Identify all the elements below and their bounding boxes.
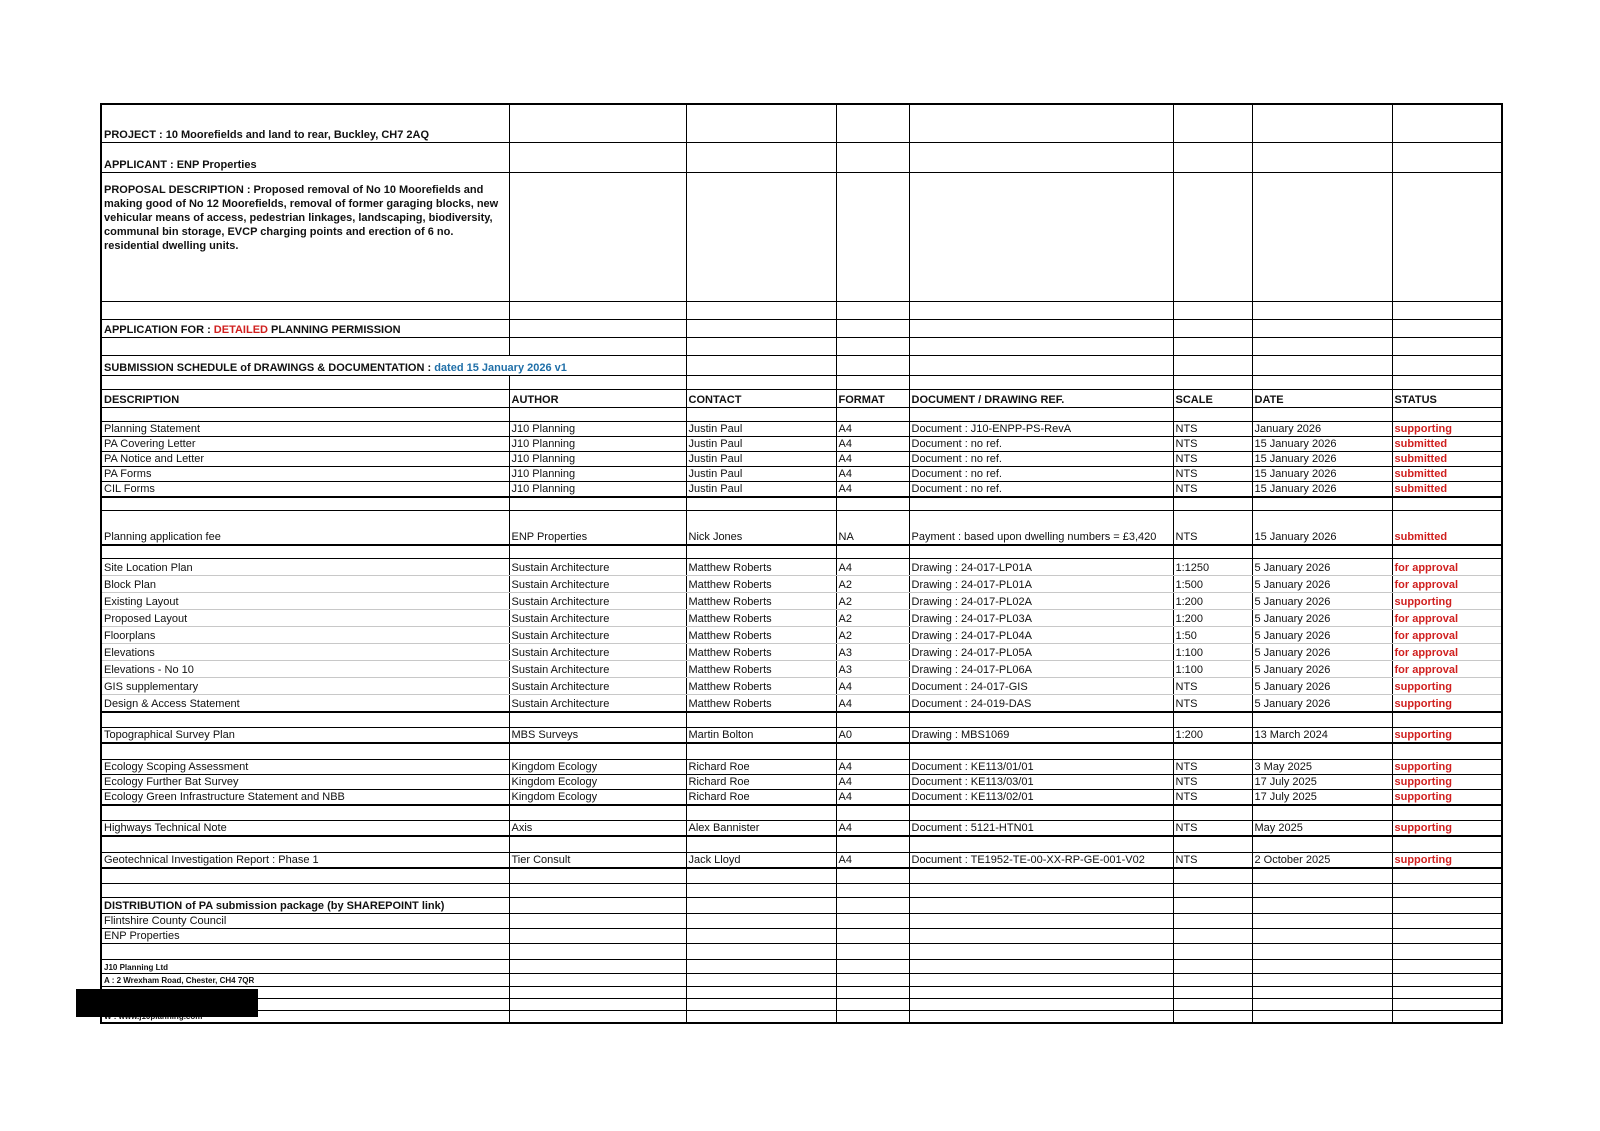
description-cell: CIL Forms <box>101 481 509 497</box>
schedule-row <box>101 695 1502 712</box>
format-cell: A2 <box>836 627 909 644</box>
date-cell: 5 January 2026 <box>1252 695 1392 712</box>
ref-cell: Payment : based upon dwelling numbers = £3,420 <box>909 511 1173 545</box>
status-cell: supporting <box>1392 593 1502 610</box>
ref-cell: Document : no ref. <box>909 466 1173 481</box>
footer-company: J10 Planning Ltd <box>101 960 509 974</box>
author-cell: Axis <box>509 821 686 837</box>
contact-cell: Justin Paul <box>686 421 836 436</box>
author-cell: Kingdom Ecology <box>509 759 686 774</box>
schedule-row <box>101 678 1502 695</box>
contact-cell: Alex Bannister <box>686 821 836 837</box>
schedule-row <box>101 610 1502 627</box>
description-cell: Floorplans <box>101 627 509 644</box>
spacer-row <box>101 497 1502 511</box>
application-for: APPLICATION FOR : DETAILED PLANNING PERMISSION <box>101 319 509 337</box>
contact-cell: Justin Paul <box>686 481 836 497</box>
contact-cell: Matthew Roberts <box>686 678 836 695</box>
scale-cell: NTS <box>1173 436 1252 451</box>
applicant-row <box>101 142 1502 172</box>
spacer-row <box>101 868 1502 884</box>
status-cell: submitted <box>1392 451 1502 466</box>
ref-cell: Document : KE113/03/01 <box>909 774 1173 789</box>
format-cell: A3 <box>836 661 909 678</box>
spacer-row <box>101 884 1502 898</box>
status-cell: submitted <box>1392 481 1502 497</box>
date-cell: 5 January 2026 <box>1252 678 1392 695</box>
ref-cell: Document : J10-ENPP-PS-RevA <box>909 421 1173 436</box>
contact-cell: Justin Paul <box>686 466 836 481</box>
format-cell: A4 <box>836 789 909 805</box>
date-cell: 17 July 2025 <box>1252 774 1392 789</box>
scale-cell: 1:100 <box>1173 661 1252 678</box>
ref-cell: Document : 24-017-GIS <box>909 678 1173 695</box>
schedule-row <box>101 451 1502 466</box>
description-cell: Existing Layout <box>101 593 509 610</box>
scale-cell: NTS <box>1173 774 1252 789</box>
format-cell: A3 <box>836 644 909 661</box>
scale-cell: NTS <box>1173 451 1252 466</box>
author-cell: J10 Planning <box>509 421 686 436</box>
status-cell: supporting <box>1392 852 1502 868</box>
format-cell: A4 <box>836 481 909 497</box>
description-cell: Site Location Plan <box>101 559 509 576</box>
author-cell: Kingdom Ecology <box>509 789 686 805</box>
date-cell: 15 January 2026 <box>1252 511 1392 545</box>
scale-cell: NTS <box>1173 821 1252 837</box>
author-cell: Sustain Architecture <box>509 593 686 610</box>
description-cell: Ecology Further Bat Survey <box>101 774 509 789</box>
ref-cell: Document : KE113/02/01 <box>909 789 1173 805</box>
column-header: STATUS <box>1392 389 1502 407</box>
distribution-row <box>101 929 1502 944</box>
scale-cell: NTS <box>1173 481 1252 497</box>
scale-cell: NTS <box>1173 511 1252 545</box>
author-cell: J10 Planning <box>509 451 686 466</box>
schedule-row <box>101 661 1502 678</box>
spacer-row <box>101 999 1502 1011</box>
footer-web-row <box>101 1011 1502 1023</box>
ref-cell: Document : no ref. <box>909 481 1173 497</box>
ref-cell: Document : 5121-HTN01 <box>909 821 1173 837</box>
description-cell: Design & Access Statement <box>101 695 509 712</box>
distribution-recipient: ENP Properties <box>101 929 509 944</box>
description-cell: Topographical Survey Plan <box>101 728 509 744</box>
format-cell: A4 <box>836 421 909 436</box>
schedule-row <box>101 511 1502 545</box>
spacer-row <box>101 836 1502 852</box>
distribution-row <box>101 914 1502 929</box>
spacer-row <box>101 712 1502 728</box>
spacer-row <box>101 805 1502 821</box>
ref-cell: Drawing : MBS1069 <box>909 728 1173 744</box>
spacer-row <box>101 987 1502 999</box>
date-cell: 2 October 2025 <box>1252 852 1392 868</box>
proposal-row <box>101 172 1502 301</box>
status-cell: supporting <box>1392 678 1502 695</box>
scale-cell: NTS <box>1173 466 1252 481</box>
contact-cell: Matthew Roberts <box>686 610 836 627</box>
status-cell: supporting <box>1392 421 1502 436</box>
description-cell: Proposed Layout <box>101 610 509 627</box>
status-cell: for approval <box>1392 661 1502 678</box>
description-cell: Block Plan <box>101 576 509 593</box>
proposal-description: PROPOSAL DESCRIPTION : Proposed removal of No 10 Moorefields and making good of No 12 Moorefields, removal of former garaging blocks, new vehicular means of access, pedestrian linkages, landscaping, biodiversity, communal bin storage, EVCP charging points and erection of 6 no. residential dwelling units. <box>101 172 509 301</box>
format-cell: A4 <box>836 559 909 576</box>
scale-cell: 1:200 <box>1173 728 1252 744</box>
author-cell: Sustain Architecture <box>509 610 686 627</box>
format-cell: A4 <box>836 759 909 774</box>
distribution-recipient: Flintshire County Council <box>101 914 509 929</box>
description-cell: Elevations - No 10 <box>101 661 509 678</box>
format-cell: A4 <box>836 466 909 481</box>
format-cell: A4 <box>836 695 909 712</box>
project-row <box>101 104 1502 142</box>
format-cell: A0 <box>836 728 909 744</box>
status-cell: supporting <box>1392 759 1502 774</box>
description-cell: Planning application fee <box>101 511 509 545</box>
contact-cell: Matthew Roberts <box>686 576 836 593</box>
author-cell: Sustain Architecture <box>509 695 686 712</box>
format-cell: A2 <box>836 593 909 610</box>
status-cell: supporting <box>1392 789 1502 805</box>
schedule-row <box>101 759 1502 774</box>
schedule-row <box>101 466 1502 481</box>
status-cell: supporting <box>1392 774 1502 789</box>
author-cell: Sustain Architecture <box>509 559 686 576</box>
date-cell: 5 January 2026 <box>1252 593 1392 610</box>
date-cell: 17 July 2025 <box>1252 789 1392 805</box>
distribution-title: DISTRIBUTION of PA submission package (by SHAREPOINT link) <box>101 898 509 914</box>
status-cell: for approval <box>1392 576 1502 593</box>
format-cell: A4 <box>836 451 909 466</box>
schedule-row <box>101 421 1502 436</box>
contact-cell: Matthew Roberts <box>686 559 836 576</box>
scale-cell: 1:50 <box>1173 627 1252 644</box>
author-cell: J10 Planning <box>509 481 686 497</box>
contact-cell: Matthew Roberts <box>686 644 836 661</box>
applicant: APPLICANT : ENP Properties <box>101 142 509 172</box>
spacer-row <box>101 743 1502 759</box>
contact-cell: Justin Paul <box>686 451 836 466</box>
scale-cell: NTS <box>1173 759 1252 774</box>
status-cell: submitted <box>1392 436 1502 451</box>
scale-cell: 1:500 <box>1173 576 1252 593</box>
footer-address-row <box>101 974 1502 987</box>
contact-cell: Matthew Roberts <box>686 627 836 644</box>
description-cell: PA Forms <box>101 466 509 481</box>
column-header: DOCUMENT / DRAWING REF. <box>909 389 1173 407</box>
schedule-row <box>101 728 1502 744</box>
ref-cell: Drawing : 24-017-PL05A <box>909 644 1173 661</box>
description-cell: PA Notice and Letter <box>101 451 509 466</box>
status-cell: for approval <box>1392 559 1502 576</box>
column-header: CONTACT <box>686 389 836 407</box>
contact-cell: Jack Lloyd <box>686 852 836 868</box>
format-cell: NA <box>836 511 909 545</box>
author-cell: Sustain Architecture <box>509 627 686 644</box>
format-cell: A4 <box>836 436 909 451</box>
author-cell: Tier Consult <box>509 852 686 868</box>
format-cell: A4 <box>836 821 909 837</box>
schedule-title: SUBMISSION SCHEDULE of DRAWINGS & DOCUMENTATION : dated 15 January 2026 v1 <box>101 355 686 375</box>
status-cell: supporting <box>1392 695 1502 712</box>
description-cell: Ecology Scoping Assessment <box>101 759 509 774</box>
date-cell: 5 January 2026 <box>1252 661 1392 678</box>
ref-cell: Document : TE1952-TE-00-XX-RP-GE-001-V02 <box>909 852 1173 868</box>
scale-cell: NTS <box>1173 678 1252 695</box>
column-header: DATE <box>1252 389 1392 407</box>
status-cell: for approval <box>1392 610 1502 627</box>
description-cell: Ecology Green Infrastructure Statement and NBB <box>101 789 509 805</box>
date-cell: 5 January 2026 <box>1252 610 1392 627</box>
column-header-row <box>101 389 1502 407</box>
date-cell: 15 January 2026 <box>1252 436 1392 451</box>
author-cell: Sustain Architecture <box>509 644 686 661</box>
date-cell: 3 May 2025 <box>1252 759 1392 774</box>
description-cell: Highways Technical Note <box>101 821 509 837</box>
scale-cell: 1:200 <box>1173 593 1252 610</box>
date-cell: 15 January 2026 <box>1252 451 1392 466</box>
contact-cell: Matthew Roberts <box>686 661 836 678</box>
status-cell: supporting <box>1392 821 1502 837</box>
contact-cell: Nick Jones <box>686 511 836 545</box>
description-cell: Planning Statement <box>101 421 509 436</box>
schedule-row <box>101 774 1502 789</box>
ref-cell: Document : no ref. <box>909 451 1173 466</box>
footer-company-row <box>101 960 1502 974</box>
schedule-row <box>101 436 1502 451</box>
author-cell: Sustain Architecture <box>509 576 686 593</box>
author-cell: ENP Properties <box>509 511 686 545</box>
contact-cell: Matthew Roberts <box>686 695 836 712</box>
status-cell: for approval <box>1392 644 1502 661</box>
ref-cell: Drawing : 24-017-PL02A <box>909 593 1173 610</box>
contact-cell: Martin Bolton <box>686 728 836 744</box>
status-cell: submitted <box>1392 466 1502 481</box>
schedule-row <box>101 644 1502 661</box>
status-cell: for approval <box>1392 627 1502 644</box>
date-cell: 5 January 2026 <box>1252 644 1392 661</box>
author-cell: J10 Planning <box>509 466 686 481</box>
spacer-row <box>101 545 1502 559</box>
schedule-row <box>101 789 1502 805</box>
schedule-row <box>101 559 1502 576</box>
description-cell: PA Covering Letter <box>101 436 509 451</box>
date-cell: 5 January 2026 <box>1252 576 1392 593</box>
scale-cell: NTS <box>1173 789 1252 805</box>
contact-cell: Matthew Roberts <box>686 593 836 610</box>
schedule-row <box>101 821 1502 837</box>
author-cell: MBS Surveys <box>509 728 686 744</box>
redaction-block <box>76 989 258 1017</box>
author-cell: Kingdom Ecology <box>509 774 686 789</box>
footer-address: A : 2 Wrexham Road, Chester, CH4 7QR <box>101 974 509 987</box>
contact-cell: Richard Roe <box>686 789 836 805</box>
status-cell: supporting <box>1392 728 1502 744</box>
spacer-row <box>101 944 1502 960</box>
distribution-title-row <box>101 898 1502 914</box>
status-cell: submitted <box>1392 511 1502 545</box>
ref-cell: Drawing : 24-017-PL04A <box>909 627 1173 644</box>
ref-cell: Document : no ref. <box>909 436 1173 451</box>
schedule-row <box>101 627 1502 644</box>
scale-cell: NTS <box>1173 421 1252 436</box>
schedule-title-row <box>101 355 1502 375</box>
date-cell: May 2025 <box>1252 821 1392 837</box>
ref-cell: Document : KE113/01/01 <box>909 759 1173 774</box>
schedule-row <box>101 593 1502 610</box>
date-cell: 15 January 2026 <box>1252 466 1392 481</box>
date-cell: January 2026 <box>1252 421 1392 436</box>
scale-cell: 1:1250 <box>1173 559 1252 576</box>
format-cell: A4 <box>836 678 909 695</box>
description-cell: Elevations <box>101 644 509 661</box>
schedule-row <box>101 576 1502 593</box>
scale-cell: NTS <box>1173 695 1252 712</box>
description-cell: GIS supplementary <box>101 678 509 695</box>
author-cell: J10 Planning <box>509 436 686 451</box>
format-cell: A4 <box>836 852 909 868</box>
date-cell: 15 January 2026 <box>1252 481 1392 497</box>
author-cell: Sustain Architecture <box>509 661 686 678</box>
ref-cell: Drawing : 24-017-PL06A <box>909 661 1173 678</box>
ref-cell: Drawing : 24-017-LP01A <box>909 559 1173 576</box>
contact-cell: Justin Paul <box>686 436 836 451</box>
date-cell: 5 January 2026 <box>1252 627 1392 644</box>
date-cell: 5 January 2026 <box>1252 559 1392 576</box>
contact-cell: Richard Roe <box>686 774 836 789</box>
ref-cell: Drawing : 24-017-PL03A <box>909 610 1173 627</box>
date-cell: 13 March 2024 <box>1252 728 1392 744</box>
scale-cell: 1:100 <box>1173 644 1252 661</box>
project-title: PROJECT : 10 Moorefields and land to rear, Buckley, CH7 2AQ <box>101 104 509 142</box>
column-header: FORMAT <box>836 389 909 407</box>
scale-cell: NTS <box>1173 852 1252 868</box>
ref-cell: Document : 24-019-DAS <box>909 695 1173 712</box>
format-cell: A2 <box>836 610 909 627</box>
format-cell: A2 <box>836 576 909 593</box>
author-cell: Sustain Architecture <box>509 678 686 695</box>
contact-cell: Richard Roe <box>686 759 836 774</box>
description-cell: Geotechnical Investigation Report : Phase 1 <box>101 852 509 868</box>
schedule-row <box>101 852 1502 868</box>
ref-cell: Drawing : 24-017-PL01A <box>909 576 1173 593</box>
column-header: SCALE <box>1173 389 1252 407</box>
column-header: DESCRIPTION <box>101 389 509 407</box>
scale-cell: 1:200 <box>1173 610 1252 627</box>
submission-schedule-table <box>100 103 1503 1024</box>
column-header: AUTHOR <box>509 389 686 407</box>
application-row <box>101 319 1502 337</box>
format-cell: A4 <box>836 774 909 789</box>
schedule-row <box>101 481 1502 497</box>
